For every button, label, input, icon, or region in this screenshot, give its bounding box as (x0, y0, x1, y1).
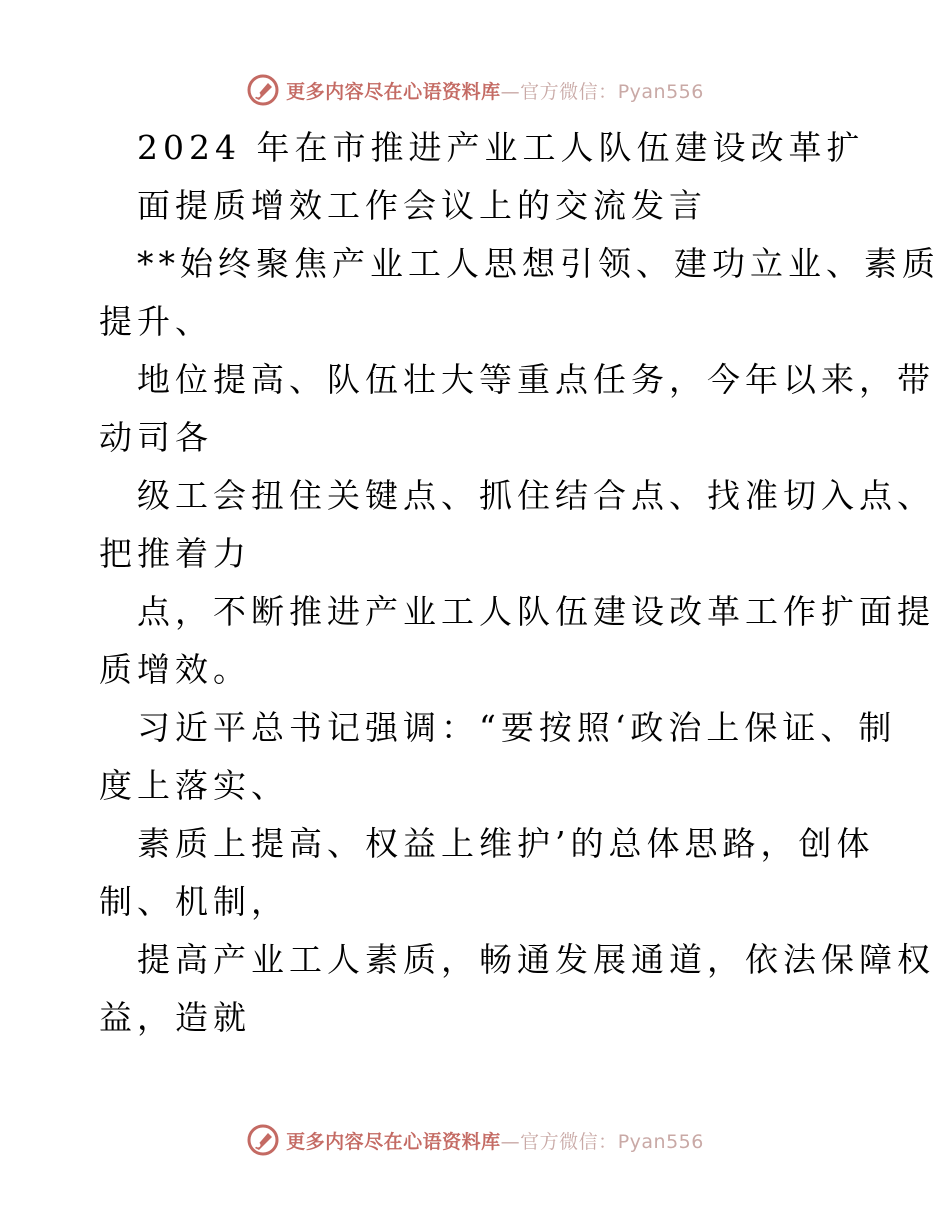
doc-line: 级工会扭住关键点、抓住结合点、找准切入点、 (137, 476, 935, 515)
header-watermark (0, 70, 950, 110)
doc-line: 制、机制， (99, 882, 289, 921)
doc-title-line-2: 面提质增效工作会议上的交流发言 (137, 186, 707, 225)
doc-line: 动司各 (99, 418, 213, 457)
watermark-sep: —官方微信： (500, 80, 618, 103)
doc-line: 点，不断推进产业工人队伍建设改革工作扩面提 (137, 592, 935, 631)
watermark-id: Pyan556 (617, 80, 704, 103)
doc-line: 提高产业工人素质，畅通发展通道，依法保障权 (137, 940, 935, 979)
doc-line: **始终聚焦产业工人思想引领、建功立业、素质 (137, 244, 940, 283)
watermark-sep: —官方微信： (500, 1130, 618, 1153)
doc-line: 习近平总书记强调：“要按照‘政治上保证、制 (137, 708, 897, 747)
watermark-main: 更多内容尽在心语资料库 (286, 80, 501, 103)
doc-line: 把推着力 (99, 534, 251, 573)
pen-logo-icon (246, 1123, 280, 1157)
doc-line: 素质上提高、权益上维护’的总体思路，创体 (137, 824, 875, 863)
watermark-id: Pyan556 (617, 1130, 704, 1153)
doc-line: 度上落实、 (99, 766, 289, 805)
doc-title-line-1: 2024 年在市推进产业工人队伍建设改革扩 (137, 128, 865, 167)
doc-line: 益，造就 (99, 998, 251, 1037)
watermark-main: 更多内容尽在心语资料库 (286, 1130, 501, 1153)
footer-watermark (0, 1120, 950, 1160)
doc-line: 地位提高、队伍壮大等重点任务，今年以来，带 (137, 360, 935, 399)
pen-logo-icon (246, 73, 280, 107)
watermark-text (286, 77, 704, 104)
doc-line: 质增效。 (99, 650, 251, 689)
watermark-text (286, 1127, 704, 1154)
doc-line: 提升、 (99, 302, 213, 341)
